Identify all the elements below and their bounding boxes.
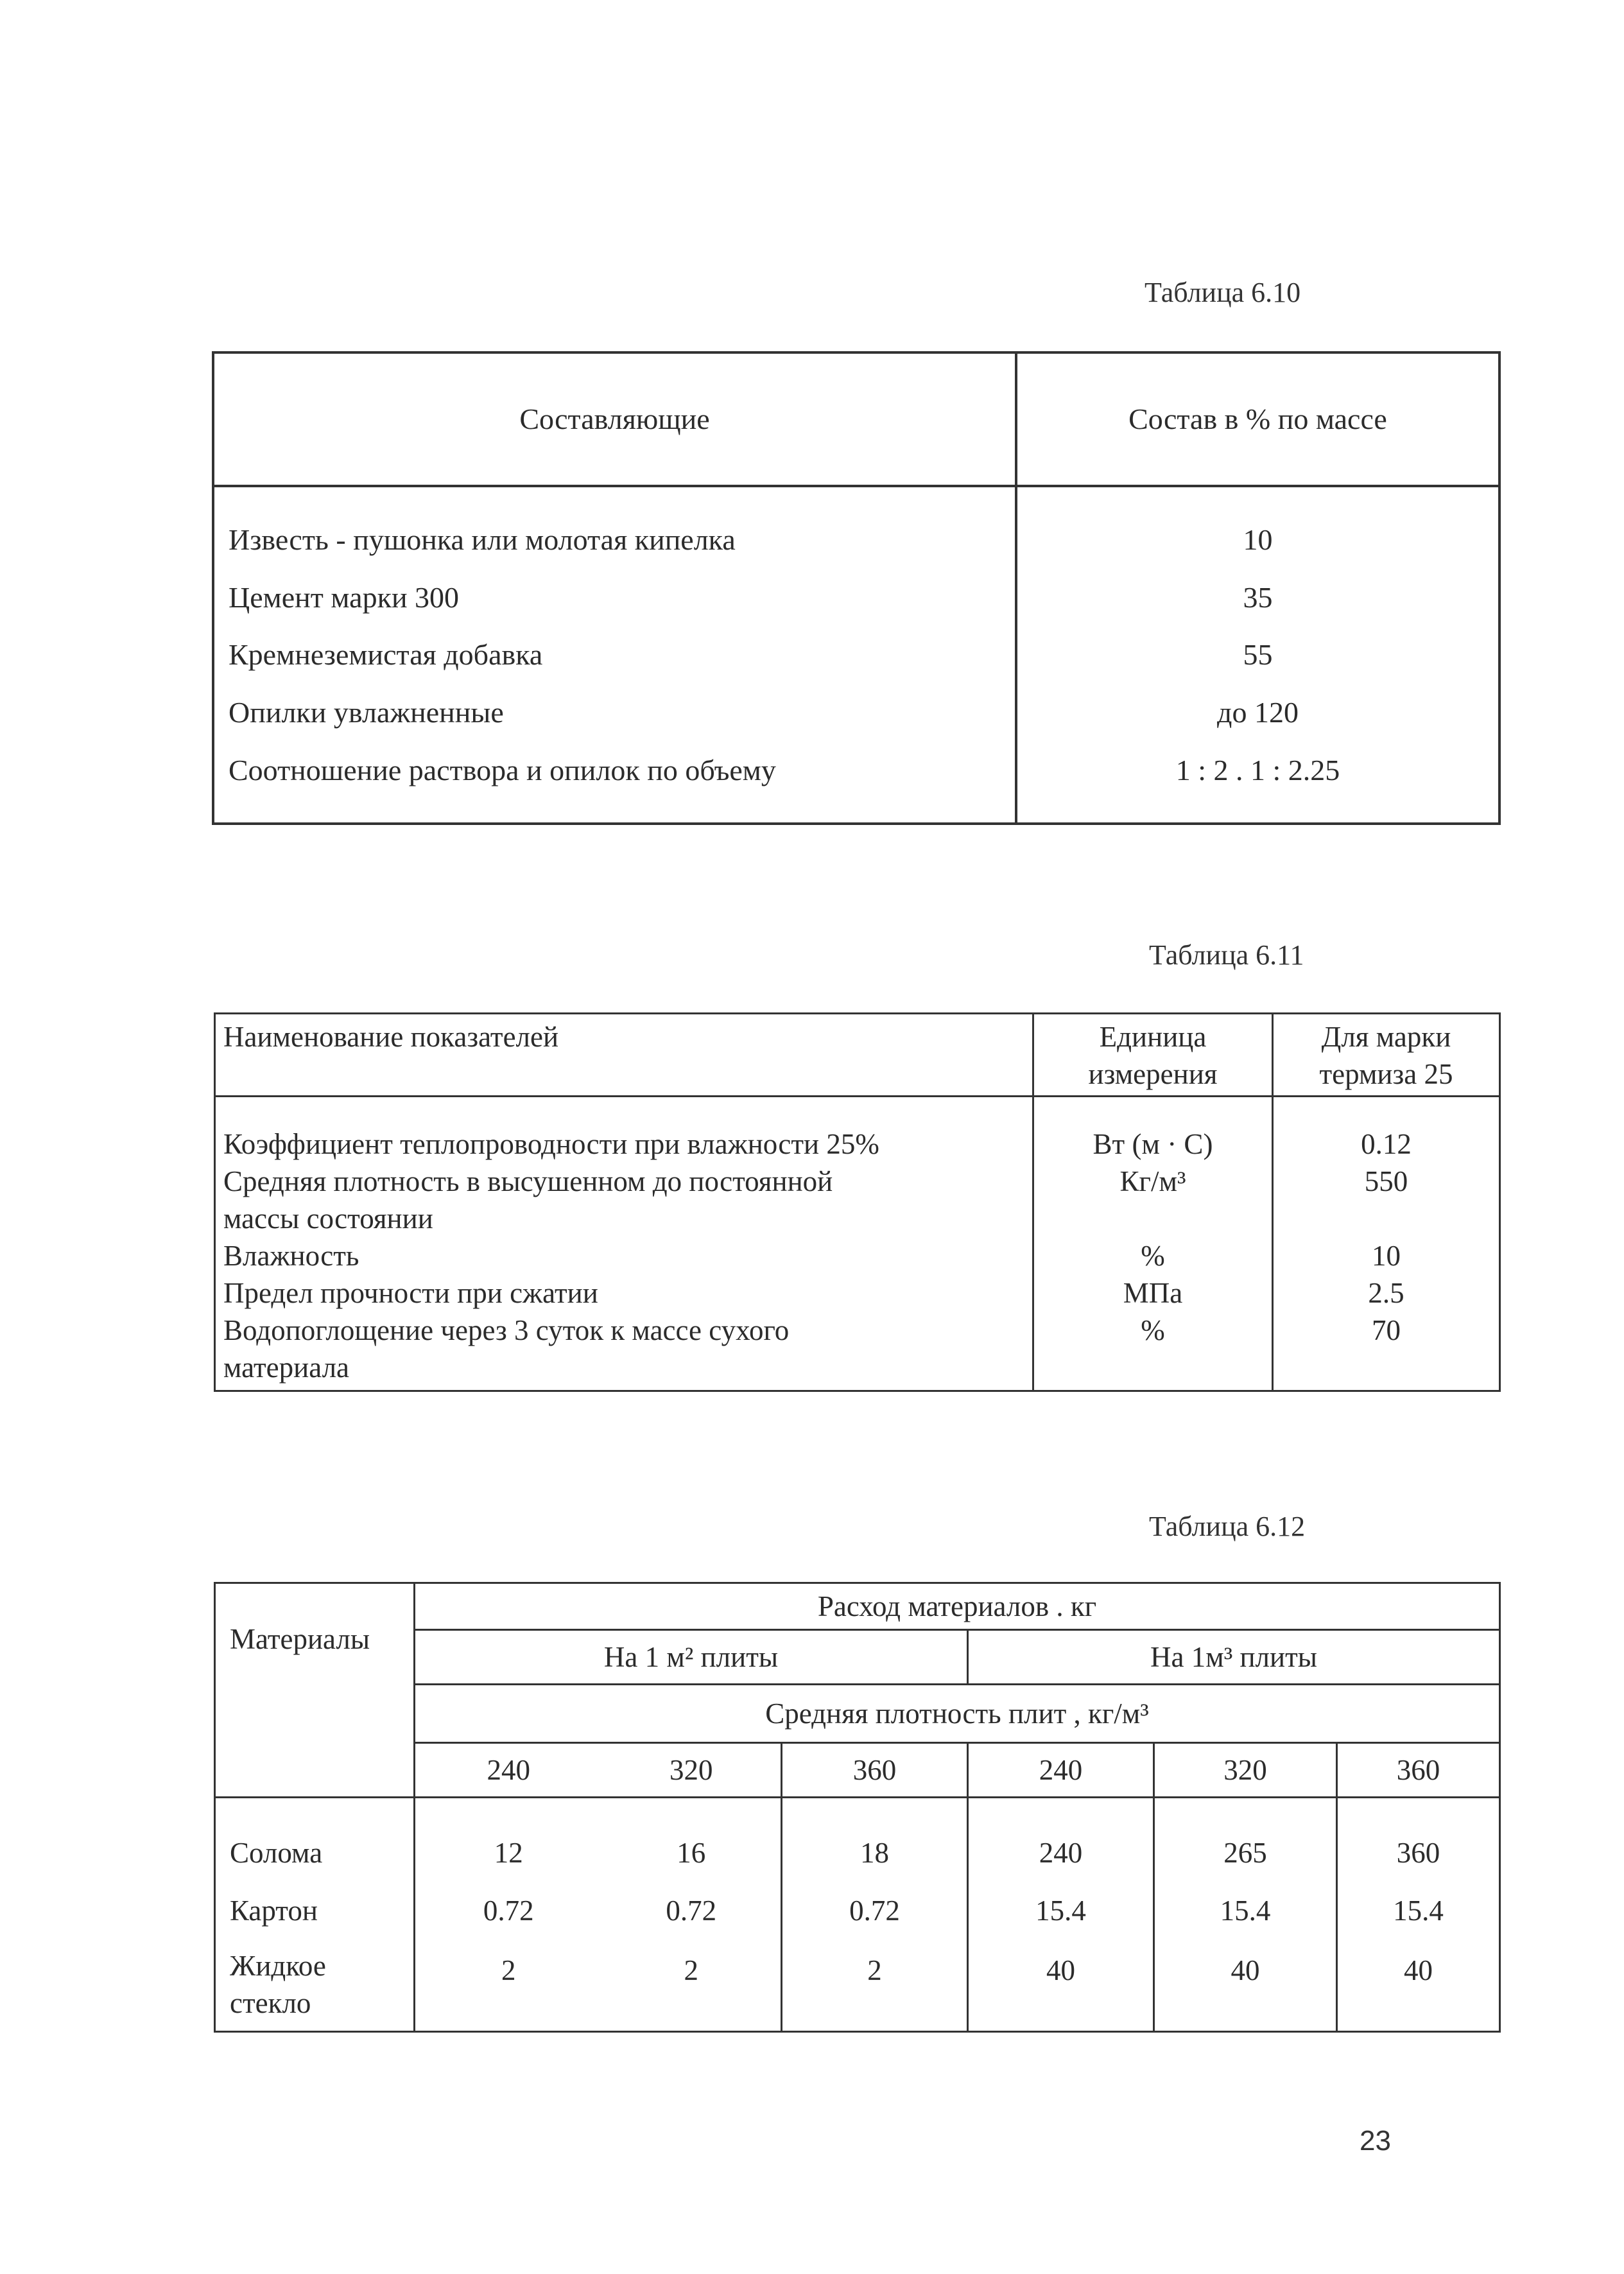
table-6-10-caption: Таблица 6.10 <box>1145 277 1301 308</box>
table-6-10 <box>212 351 1501 825</box>
density-cell: 360 <box>782 1743 968 1798</box>
table-6-12 <box>214 1582 1501 2033</box>
table-row: Картон 0.72 0.72 0.72 15.4 15.4 15.4 <box>215 1882 1500 1940</box>
table-row: Соотношение раствора и опилок по объему 1 : 2 . 1 : 2.25 <box>213 742 1499 799</box>
header-brand-value: Для марки термиза 25 <box>1273 1014 1500 1097</box>
density-cell: 360 <box>1337 1743 1500 1798</box>
table-row: Цемент марки 300 35 <box>213 568 1499 626</box>
table-row: Солома 12 16 18 240 265 360 <box>215 1824 1500 1882</box>
page-number: 23 <box>1360 2125 1391 2157</box>
header-mass-percent: Состав в % по массе <box>1016 352 1499 486</box>
table-row: Водопоглощение через 3 суток к массе сухого материала % 70 <box>215 1312 1500 1386</box>
table-row: Средняя плотность в высушенном до постоянной массы состоянии Кг/м³ 550 <box>215 1163 1500 1237</box>
header-per-m3: На 1м³ плиты <box>968 1630 1500 1685</box>
header-components: Составляющие <box>213 352 1016 486</box>
table-row: Кремнеземистая добавка 55 <box>213 626 1499 684</box>
density-cell: 240 <box>968 1743 1154 1798</box>
density-cell: 320 <box>602 1743 782 1798</box>
table-row: Предел прочности при сжатии МПа 2.5 <box>215 1274 1500 1312</box>
header-materials: Материалы <box>215 1583 415 1798</box>
table-row: Жидкое стекло 2 2 2 40 40 40 <box>215 1940 1500 2032</box>
header-unit: Единица измерения <box>1033 1014 1273 1097</box>
table-6-11 <box>214 1012 1501 1392</box>
table-row: Коэффициент теплопроводности при влажности 25% Вт (м · С) 0.12 <box>215 1125 1500 1163</box>
table-6-12-caption: Таблица 6.12 <box>1149 1511 1306 1542</box>
table-row: Известь - пушонка или молотая кипелка 10 <box>213 511 1499 569</box>
header-density: Средняя плотность плит , кг/м³ <box>415 1685 1500 1743</box>
header-per-m2: На 1 м² плиты <box>415 1630 968 1685</box>
header-indicator-name: Наименование показателей <box>215 1014 1033 1097</box>
density-cell: 320 <box>1154 1743 1337 1798</box>
table-row: Влажность % 10 <box>215 1237 1500 1274</box>
table-6-11-caption: Таблица 6.11 <box>1149 939 1304 971</box>
table-row: Опилки увлажненные до 120 <box>213 684 1499 742</box>
density-cell: 240 <box>415 1743 602 1798</box>
header-consumption: Расход материалов . кг <box>415 1583 1500 1630</box>
